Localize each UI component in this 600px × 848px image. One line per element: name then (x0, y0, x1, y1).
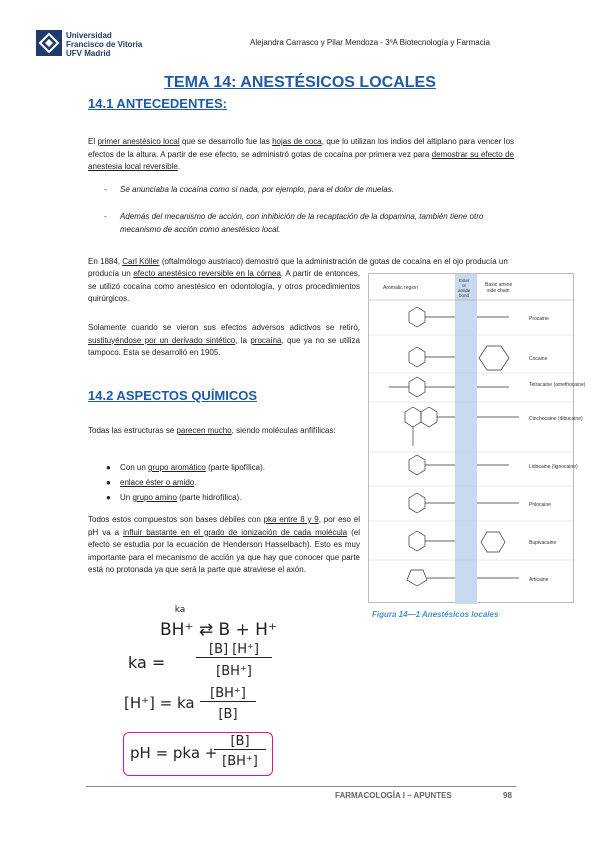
chemical-structures-diagram (369, 274, 586, 604)
equation-ph-numerator: [B] (214, 734, 266, 750)
equation-ka-lhs: ka = (128, 653, 166, 672)
svg-text:Basic amine: Basic amine (485, 282, 513, 288)
logo-line-1: Universidad (66, 31, 112, 40)
svg-text:or: or (462, 283, 467, 288)
equation-h-denominator: [B] (218, 707, 238, 722)
paragraph-intro: El primer anestésico local que se desarrollo fue las hojas de coca, que lo utilizan los indios del altiplano para vencer los efectos de la altura. A partir de ese efecto, se administró gotas de cocaína por primera vez para demostrar su efecto de anestesia local reversible. (88, 137, 515, 171)
eq1-ka-label: ka (174, 605, 186, 615)
logo-line-3: UFV Madrid (66, 49, 111, 58)
equation-ph-lhs: pH = pka + (130, 744, 218, 762)
dash-item-1: - Se anunciaba la cocaína como si nada, por ejemplo, para el dolor de muelas. (104, 185, 394, 194)
equation-h-numerator: [BH⁺] (200, 686, 256, 702)
paragraph-koller-line1: En 1884, Carl Köller (oftalmólogo austriaco) demostró que la administración de gotas de cocaína en el ojo producía un (88, 257, 508, 266)
university-name (66, 31, 142, 58)
footer-divider (86, 786, 516, 787)
logo-line-2: Francisco de Vitoria (66, 40, 143, 49)
authors-header: Alejandra Carrasco y Pilar Mendoza - 3ºA Biotecnología y Farmacia (250, 38, 490, 47)
svg-text:Ester: Ester (459, 278, 470, 283)
equation-ka-denominator: [BH⁺] (216, 664, 252, 679)
paragraph-koller: producía un efecto anestésico reversible en la córnea. A partir de entonces, se utilizó cocaína como anestésico en odontología, y otros procedimientos quirúrgicos. (88, 269, 360, 303)
drug-prilocaine: Prilocaine (529, 502, 551, 508)
drug-lidocaine: Lidocaine (lignocaine) (529, 464, 578, 470)
col-aromatic-label: Aromatic region (383, 285, 419, 291)
bullet-amino: ● Un grupo amino (parte hidrofílica). (106, 493, 242, 502)
equation-ka-numerator: [B] [H⁺] (196, 642, 272, 658)
section-heading-antecedentes: 14.1 ANTECEDENTES: (88, 96, 227, 111)
dash-item-2: - Además del mecanismo de acción, con inhibición de la recaptación de la dopamina, también tiene otro mecanismo de acción como anestésico local. (104, 212, 484, 234)
page-title: TEMA 14: ANESTÉSICOS LOCALES (164, 74, 436, 91)
paragraph-estructuras: Todas las estructuras se parecen mucho, siendo moléculas anfifílicas: (88, 426, 336, 435)
drug-bupivacaine: Bupivacaine (529, 540, 557, 546)
bullet-aromatic: ● Con un grupo aromático (parte lipofílica). (106, 463, 265, 472)
equation-ph-denominator: [BH⁺] (222, 754, 258, 769)
paragraph-procaina: Solamente cuando se vieron sus efectos adversos adictivos se retiró, sustituyéndose por un derivado sintético, la procaína, que ya no se utiliza tampoco. Esta se desarrolló en 1905. (88, 323, 360, 357)
svg-text:side chain: side chain (487, 288, 510, 294)
equation-equilibrium: BH⁺ ⇄ B + H⁺ (160, 620, 277, 640)
svg-text:amide: amide (458, 288, 471, 293)
drug-procaine: Procaine (529, 316, 549, 322)
drug-cinchocaine: Cinchocaine (dibucaine) (529, 416, 583, 422)
svg-text:bond: bond (459, 293, 470, 298)
paragraph-bases-debiles: Todos estos compuestos son bases débiles con pka entre 8 y 9, por eso el pH va a influir bastante en el grado de ionización de cada molécula (el efecto se estudia por la ecuación de Henderson Hasselbach). Esto es muy importante para el mecanismo de acción ya que hay que conocer que parte está no protonada ya que será la parte que atraviese el axón. (88, 515, 361, 574)
footer-course: FARMACOLOGÍA I – APUNTES (335, 791, 452, 800)
university-logo-icon (36, 30, 62, 56)
bullet-ester: ● enlace éster o amido. (106, 478, 197, 487)
figure-caption: Figura 14—1 Anestésicos locales (372, 610, 499, 619)
equation-h-lhs: [H⁺] = ka (124, 694, 195, 712)
drug-tetracaine: Tetracaine (amethocaine) (529, 382, 586, 388)
drug-cocaine: Cocaine (529, 356, 548, 362)
page-number: 98 (503, 791, 512, 800)
section-heading-aspectos: 14.2 ASPECTOS QUÍMICOS (88, 388, 258, 403)
drug-articaine: Articaine (529, 577, 549, 583)
local-anesthetics-figure (368, 273, 586, 603)
